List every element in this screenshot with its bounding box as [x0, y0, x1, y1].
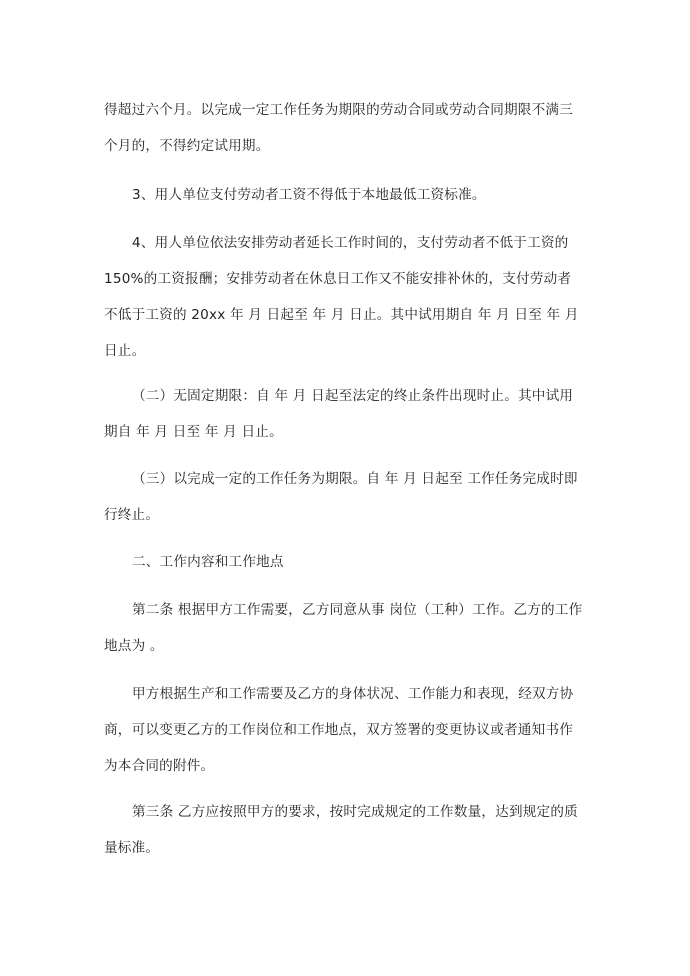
paragraph-overtime-pay: [104, 225, 586, 369]
text-line: 150%的工资报酬；安排劳动者在休息日工作又不能安排补休的，支付劳动者: [104, 271, 572, 287]
paragraph-indefinite-term: [104, 378, 586, 450]
paragraph-task-based-term: [104, 461, 586, 533]
text-line: 为本合同的附件。: [104, 758, 215, 774]
text-line: 期自 年 月 日至 年 月 日止。: [104, 424, 283, 440]
text-line: 个月的，不得约定试用期。: [104, 138, 270, 154]
text-line: 得超过六个月。以完成一定工作任务为期限的劳动合同或劳动合同期限不满三: [104, 102, 573, 118]
section-heading-work-content-location: [104, 544, 586, 580]
text-line: 商，可以变更乙方的工作岗位和工作地点，双方签署的变更协议或者通知书作: [104, 722, 573, 738]
paragraph-job-change: [104, 676, 586, 784]
text-line: （二）无固定期限：自 年 月 日起至法定的终止条件出现时止。其中试用: [132, 388, 574, 404]
paragraph-article-2: [104, 592, 586, 664]
text-line: 日止。: [104, 343, 146, 359]
text-line: 4、用人单位依法安排劳动者延长工作时间的，支付劳动者不低于工资的: [132, 235, 569, 251]
text-line: 3、用人单位支付劳动者工资不得低于本地最低工资标准。: [132, 187, 486, 203]
section-heading: 二、工作内容和工作地点: [132, 554, 284, 570]
text-line: 不低于工资的 20xx 年 月 日起至 年 月 日止。其中试用期自 年 月 日至 年 月: [104, 307, 579, 323]
text-line: 第二条 根据甲方工作需要，乙方同意从事 岗位（工种）工作。乙方的工作: [132, 602, 583, 618]
paragraph-probation-limit: [104, 92, 586, 164]
text-line: 甲方根据生产和工作需要及乙方的身体状况、工作能力和表现，经双方协: [132, 686, 574, 702]
text-line: 地点为 。: [104, 638, 164, 654]
text-line: （三）以完成一定的工作任务为期限。自 年 月 日起至 工作任务完成时即: [132, 471, 578, 487]
text-line: 行终止。: [104, 507, 160, 523]
paragraph-minimum-wage: [104, 177, 586, 213]
text-line: 第三条 乙方应按照甲方的要求，按时完成规定的工作数量，达到规定的质: [132, 804, 578, 820]
paragraph-article-3: [104, 794, 586, 866]
text-line: 量标准。: [104, 840, 160, 856]
